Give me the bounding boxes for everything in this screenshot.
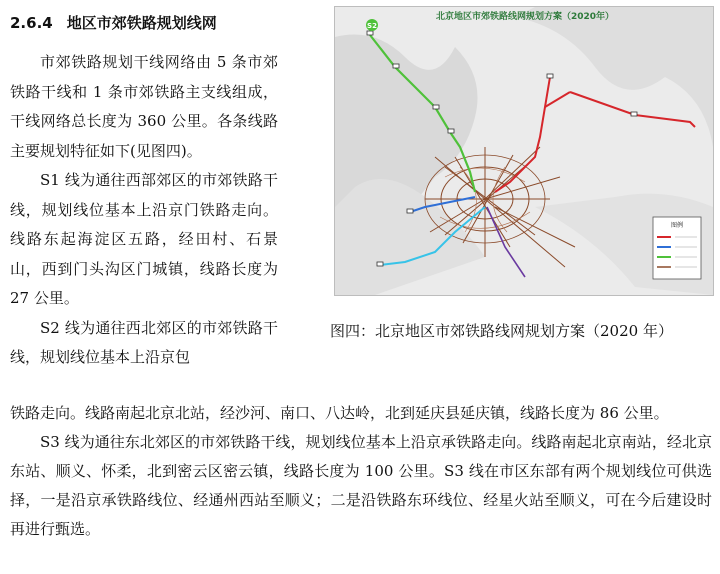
- legend-title: 图例: [670, 222, 684, 229]
- section-title: 地区市郊铁路规划线网: [66, 14, 217, 32]
- paragraph-intro: 市郊铁路规划干线网络由 5 条市郊铁路干线和 1 条市郊铁路主支线组成，干线网络总长度为 360 公里。各条线路主要规划特征如下(见图四)。: [10, 53, 278, 160]
- left-text-column: [10, 48, 278, 373]
- paragraph-s2-end: 铁路走向。线路南起北京北站，经沙河、南口、八达岭，北到延庆县延庆镇，线路长度为 86 公里。: [10, 404, 669, 422]
- rail-network-map: [334, 6, 714, 296]
- figure-caption: 图四：北京地区市郊铁路线网规划方案（2020 年）: [330, 322, 673, 340]
- section-number: 2.6.4: [10, 14, 53, 32]
- paragraph-s2-start: S2 线为通往西北郊区的市郊铁路干线，规划线位基本上沿京包: [10, 318, 278, 366]
- paragraph-s3: S3 线为通往东北郊区的市郊铁路干线，规划线位基本上沿京承铁路走向。线路南起北京南站，经北京东站、顺义、怀柔，北到密云区密云镇，线路长度为 100 公里。S3 线在市区东部有两个规划线位可供选择，一是沿京承铁路线位、经通州西站至顺义；二是沿铁路东环线位、经星火站至顺义，可在今后建设时再进行甄选。: [10, 433, 712, 538]
- map-legend: [653, 217, 701, 279]
- paragraph-s1: S1 线为通往西部郊区的市郊铁路干线，规划线位基本上沿京门铁路走向。线路东起海淀区五路，经田村、石景山，西到门头沟区门城镇，线路长度为 27 公里。: [10, 171, 278, 307]
- section-heading: [10, 12, 217, 33]
- map-svg: [335, 7, 713, 295]
- map-title: 北京地区市郊铁路线网规划方案（2020年）: [435, 12, 615, 22]
- full-width-text: [10, 399, 712, 544]
- s2-marker-label: S2: [367, 22, 377, 30]
